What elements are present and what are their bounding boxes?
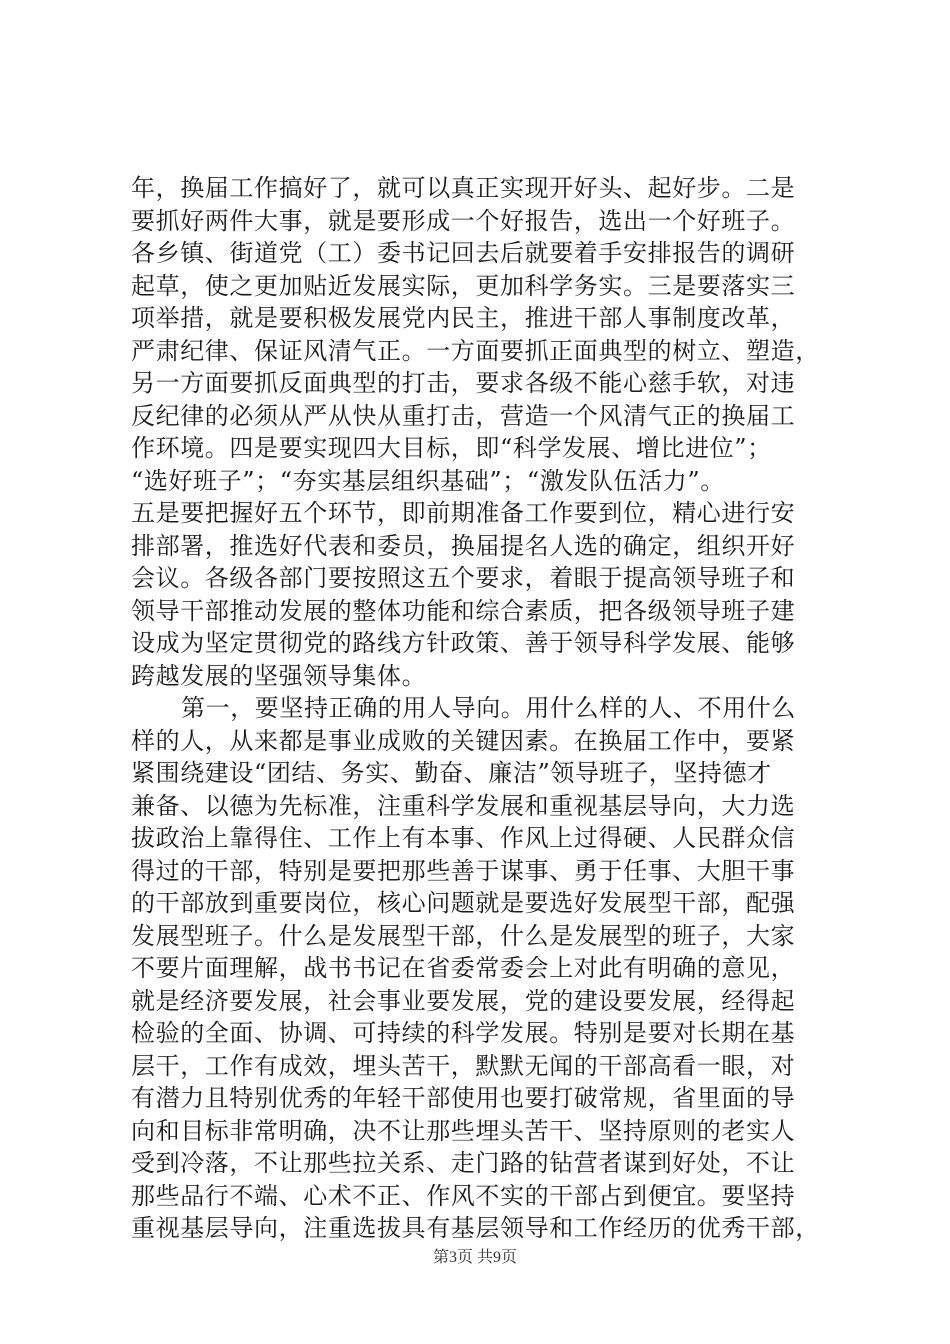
text-line: 反纪律的必须从严从快从重打击，营造一个风清气正的换届工 (131, 401, 796, 430)
text-line: 另一方面要抓反面典型的打击，要求各级不能心慈手软，对违 (131, 369, 796, 397)
text-line: 年，换届工作搞好了，就可以真正实现开好头、起好步。二是 (131, 174, 796, 202)
text-line: 会议。各级各部门要按照这五个要求，着眼于提高领导班子和 (131, 564, 796, 592)
text-line: 领导干部推动发展的整体功能和综合素质，把各级领导班子建 (131, 596, 796, 625)
text-line: 发展型班子。什么是发展型干部，什么是发展型的班子，大家 (131, 921, 796, 950)
text-line: 项举措，就是要积极发展党内民主，推进干部人事制度改革， (131, 304, 796, 332)
text-line: 起草，使之更加贴近发展实际，更加科学务实。三是要落实三 (131, 271, 796, 300)
text-line: 那些品行不端、心术不正、作风不实的干部占到便宜。要坚持 (131, 1181, 796, 1210)
text-line: 设成为坚定贯彻党的路线方针政策、善于领导科学发展、能够 (131, 629, 796, 657)
text-line: 作环境。四是要实现四大目标，即“科学发展、增比进位”； (131, 434, 772, 462)
text-line: 兼备、以德为先标准，注重科学发展和重视基层导向，大力选 (131, 791, 796, 820)
text-line: 各乡镇、街道党（工）委书记回去后就要着手安排报告的调研 (131, 239, 796, 267)
text-line: 受到冷落，不让那些拉关系、走门路的钻营者谋到好处，不让 (131, 1149, 796, 1177)
text-line: 拔政治上靠得住、工作上有本事、作风上过得硬、人民群众信 (131, 824, 796, 852)
text-line: 有潜力且特别优秀的年轻干部使用也要打破常规，省里面的导 (131, 1084, 796, 1112)
text-line: 要抓好两件大事，就是要形成一个好报告，选出一个好班子。 (131, 206, 796, 235)
text-line: 跨越发展的坚强领导集体。 (131, 661, 427, 690)
text-line: 紧围绕建设“团结、务实、勤奋、廉洁”领导班子，坚持德才 (131, 759, 772, 787)
text-line: 就是经济要发展，社会事业要发展，党的建设要发展，经得起 (131, 986, 796, 1015)
text-line: 向和目标非常明确，决不让那些埋头苦干、坚持原则的老实人 (131, 1116, 796, 1145)
paragraph-first-line: 第一，要坚持正确的用人导向。用什么样的人、不用什么 (181, 694, 796, 722)
page-indicator: 第3页 共9页 (432, 1249, 517, 1266)
text-line: 得过的干部，特别是要把那些善于谋事、勇于任事、大胆干事 (131, 856, 796, 885)
text-line: 的干部放到重要岗位，核心问题就是要选好发展型干部，配强 (131, 889, 796, 917)
text-line: 检验的全面、协调、可持续的科学发展。特别是要对长期在基 (131, 1019, 796, 1047)
text-line: 排部署，推选好代表和委员，换届提名人选的确定，组织开好 (131, 531, 796, 560)
text-line: 五是要把握好五个环节，即前期准备工作要到位，精心进行安 (131, 499, 796, 527)
text-line: 不要片面理解，战书书记在省委常委会上对此有明确的意见， (131, 954, 796, 982)
text-line: 样的人，从来都是事业成败的关键因素。在换届工作中，要紧 (131, 726, 796, 755)
text-line: 严肃纪律、保证风清气正。一方面要抓正面典型的树立、塑造， (131, 336, 820, 365)
text-line: “选好班子”；“夯实基层组织基础”；“激发队伍活力”。 (131, 466, 725, 495)
document-body (131, 172, 831, 1245)
text-line: 层干，工作有成效，埋头苦干，默默无闻的干部高看一眼，对 (131, 1051, 796, 1080)
text-line: 重视基层导向，注重选拔具有基层领导和工作经历的优秀干部， (131, 1214, 820, 1242)
